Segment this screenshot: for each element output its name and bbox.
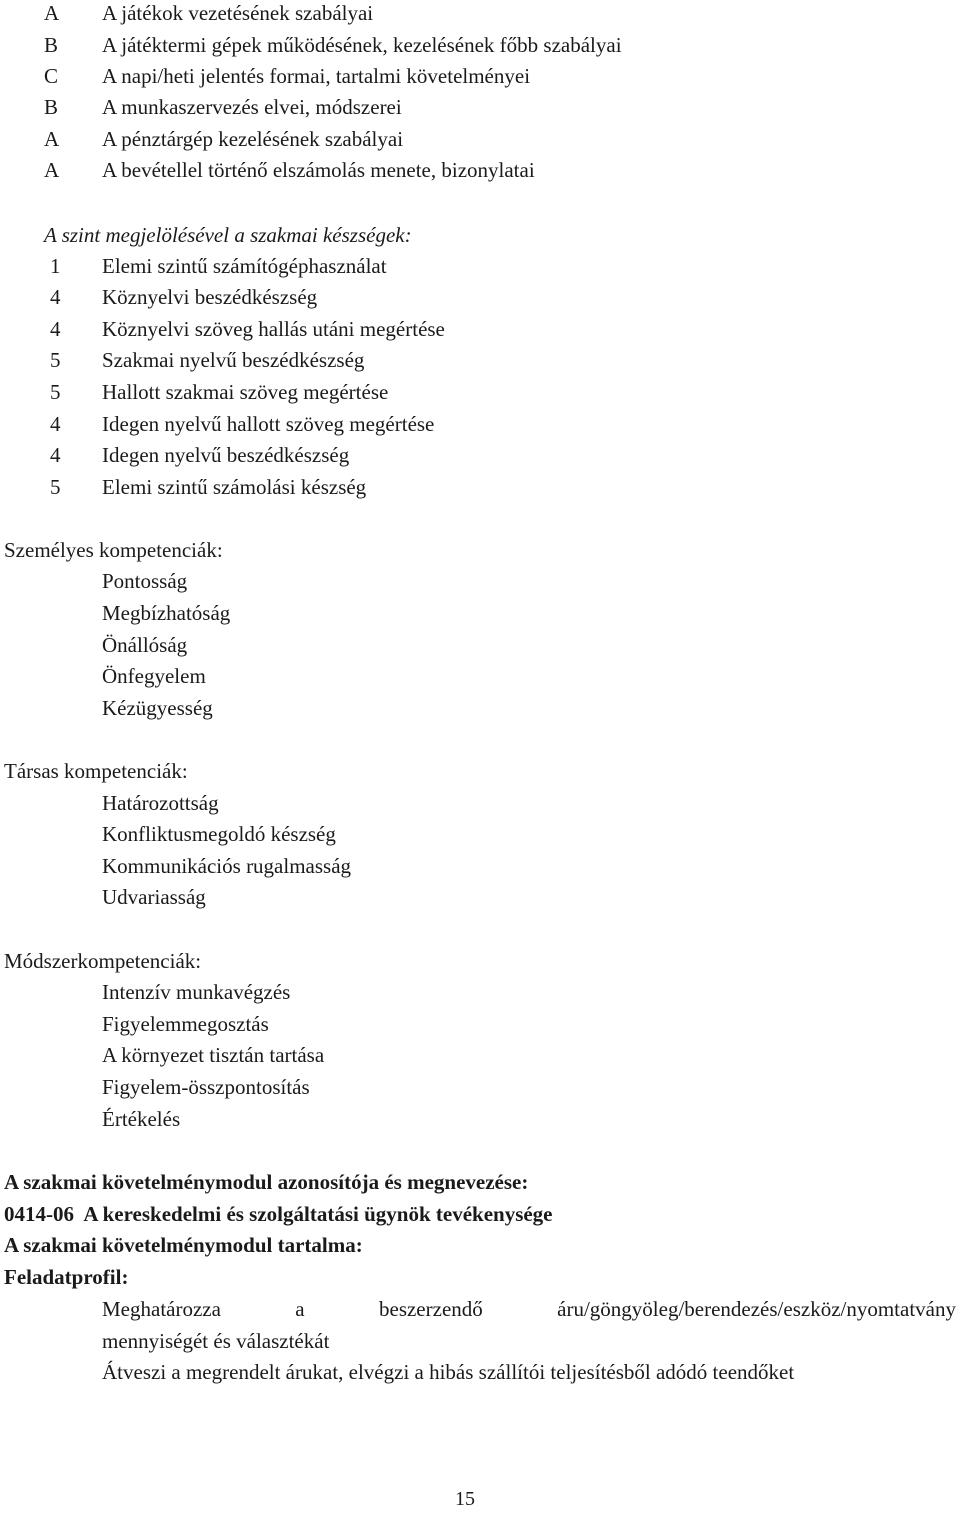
task-text-line: Meghatározza a beszerzendő áru/göngyöleg/berendezés/eszköz/nyomtatvány bbox=[102, 1297, 956, 1321]
task-item bbox=[0, 1357, 960, 1387]
knowledge-text: A játéktermi gépek működésének, kezelésének főbb szabályai bbox=[102, 33, 622, 57]
competency-item bbox=[0, 977, 960, 1007]
skill-level: 4 bbox=[50, 317, 61, 341]
competency-item bbox=[0, 819, 960, 849]
competency-text: Udvariasság bbox=[102, 885, 206, 909]
skill-level: 5 bbox=[50, 348, 61, 372]
module-id-heading-row bbox=[0, 1167, 960, 1197]
task-profile-heading: Feladatprofil: bbox=[4, 1265, 129, 1289]
knowledge-item bbox=[0, 155, 960, 185]
skill-item bbox=[0, 251, 960, 281]
knowledge-item bbox=[0, 30, 960, 60]
module-id-line-row bbox=[0, 1199, 960, 1229]
task-item bbox=[0, 1294, 960, 1324]
competency-item bbox=[0, 882, 960, 912]
knowledge-level: A bbox=[44, 127, 60, 151]
knowledge-text: A pénztárgép kezelésének szabályai bbox=[102, 127, 404, 151]
competency-text: Önállóság bbox=[102, 633, 188, 657]
skill-text: Elemi szintű számítógéphasználat bbox=[102, 254, 387, 278]
skill-text: Hallott szakmai szöveg megértése bbox=[102, 380, 389, 404]
social-competencies-heading: Társas kompetenciák: bbox=[4, 759, 188, 783]
module-content-heading-row bbox=[0, 1230, 960, 1260]
competency-item bbox=[0, 788, 960, 818]
competency-item bbox=[0, 1009, 960, 1039]
skill-item bbox=[0, 345, 960, 375]
skill-item bbox=[0, 282, 960, 312]
competency-text: Értékelés bbox=[102, 1107, 181, 1131]
skill-item bbox=[0, 409, 960, 439]
page-number: 15 bbox=[455, 1488, 475, 1510]
competency-item bbox=[0, 1104, 960, 1134]
module-id-line: 0414-06 A kereskedelmi és szolgáltatási ügynök tevékenysége bbox=[4, 1202, 553, 1226]
skill-item bbox=[0, 440, 960, 470]
competency-text: Megbízhatóság bbox=[102, 601, 231, 625]
knowledge-item bbox=[0, 0, 960, 28]
knowledge-item bbox=[0, 61, 960, 91]
competency-text: Pontosság bbox=[102, 569, 188, 593]
skill-item bbox=[0, 472, 960, 502]
competency-text: Figyelemmegosztás bbox=[102, 1012, 269, 1036]
method-competencies-heading-row bbox=[0, 946, 960, 976]
knowledge-item bbox=[0, 124, 960, 154]
knowledge-level: A bbox=[44, 158, 60, 182]
knowledge-text: A napi/heti jelentés formai, tartalmi követelményei bbox=[102, 64, 531, 88]
knowledge-level: A bbox=[44, 1, 60, 25]
knowledge-level: B bbox=[44, 95, 59, 119]
skill-level: 5 bbox=[50, 380, 61, 404]
skill-text: Idegen nyelvű hallott szöveg megértése bbox=[102, 412, 435, 436]
competency-item bbox=[0, 598, 960, 628]
knowledge-item bbox=[0, 92, 960, 122]
personal-competencies-heading: Személyes kompetenciák: bbox=[4, 538, 223, 562]
knowledge-text: A játékok vezetésének szabályai bbox=[102, 1, 374, 25]
competency-item bbox=[0, 630, 960, 660]
knowledge-text: A bevétellel történő elszámolás menete, bizonylatai bbox=[102, 158, 535, 182]
module-content-heading: A szakmai követelménymodul tartalma: bbox=[4, 1233, 363, 1257]
competency-item bbox=[0, 851, 960, 881]
competency-text: Figyelem-összpontosítás bbox=[102, 1075, 310, 1099]
competency-item bbox=[0, 693, 960, 723]
skill-item bbox=[0, 377, 960, 407]
skill-text: Idegen nyelvű beszédkészség bbox=[102, 443, 350, 467]
competency-item bbox=[0, 1072, 960, 1102]
skill-text: Köznyelvi szöveg hallás utáni megértése bbox=[102, 317, 445, 341]
module-id-heading: A szakmai követelménymodul azonosítója és megnevezése: bbox=[4, 1170, 529, 1194]
knowledge-level: B bbox=[44, 33, 59, 57]
skill-level: 1 bbox=[50, 254, 61, 278]
skill-level: 4 bbox=[50, 285, 61, 309]
competency-item bbox=[0, 1040, 960, 1070]
competency-text: Határozottság bbox=[102, 791, 219, 815]
competency-item bbox=[0, 566, 960, 596]
knowledge-text: A munkaszervezés elvei, módszerei bbox=[102, 95, 402, 119]
task-text-line: mennyiségét és választékát bbox=[102, 1329, 330, 1353]
skill-level: 4 bbox=[50, 412, 61, 436]
competency-text: Konfliktusmegoldó készség bbox=[102, 822, 336, 846]
task-item-continuation bbox=[0, 1326, 960, 1356]
skill-text: Szakmai nyelvű beszédkészség bbox=[102, 348, 365, 372]
method-competencies-heading: Módszerkompetenciák: bbox=[4, 949, 202, 973]
competency-text: Kommunikációs rugalmasság bbox=[102, 854, 352, 878]
skill-item bbox=[0, 314, 960, 344]
competency-text: Intenzív munkavégzés bbox=[102, 980, 291, 1004]
skills-heading-row bbox=[0, 220, 960, 250]
skill-text: Köznyelvi beszédkészség bbox=[102, 285, 318, 309]
task-text-line: Átveszi a megrendelt árukat, elvégzi a hibás szállítói teljesítésből adódó teendőket bbox=[102, 1360, 795, 1384]
competency-text: A környezet tisztán tartása bbox=[102, 1043, 325, 1067]
social-competencies-heading-row bbox=[0, 756, 960, 786]
competency-text: Önfegyelem bbox=[102, 664, 206, 688]
knowledge-level: C bbox=[44, 64, 59, 88]
skill-text: Elemi szintű számolási készség bbox=[102, 475, 367, 499]
task-profile-heading-row bbox=[0, 1262, 960, 1292]
competency-text: Kézügyesség bbox=[102, 696, 213, 720]
skills-heading: A szint megjelölésével a szakmai készségek: bbox=[44, 223, 412, 247]
skill-level: 4 bbox=[50, 443, 61, 467]
skill-level: 5 bbox=[50, 475, 61, 499]
personal-competencies-heading-row bbox=[0, 535, 960, 565]
competency-item bbox=[0, 661, 960, 691]
